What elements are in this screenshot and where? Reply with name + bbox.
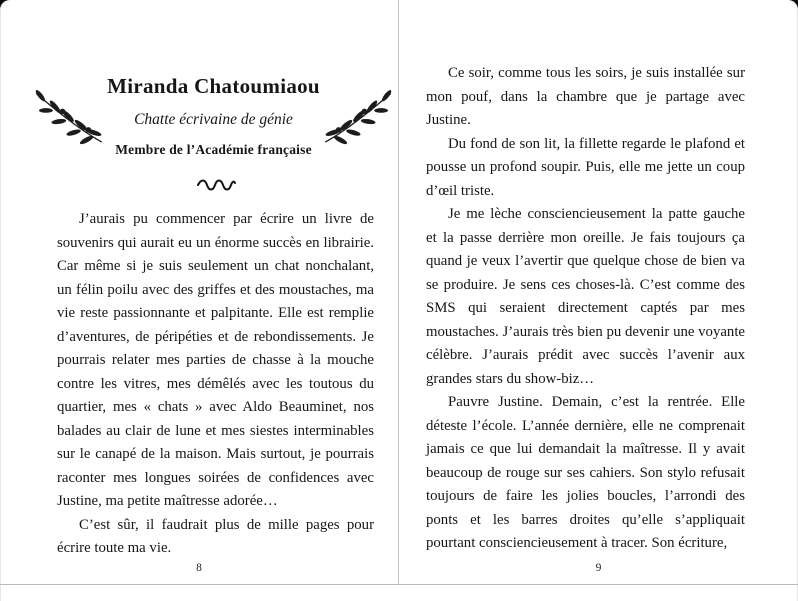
page-number-right: 9 bbox=[595, 562, 602, 574]
book-subtitle: Chatte écrivaine de génie bbox=[134, 111, 293, 128]
olive-branch-left-icon bbox=[33, 85, 105, 147]
paragraph: J’aurais pu commencer par écrire un livre de souvenirs qui aurait eu un énorme succès en librairie. Car même si je suis seulement un chat nonchalant, un félin poilu avec des griffes et des moustaches, ma vie reste passionnante et palpitante. Elle est remplie d’aventures, de péripéties et de rebondissements. Je pourrais relater mes parties de chasse à la mouche contre les vitres, mes démêlés avec les toutous du quartier, mes « chats » avec Aldo Beauminet, nos balades au clair de lune et mes siestes interminables sur le canapé de la maison. Mais surtout, je pourrais raconter mes longues soirées de confidences avec Justine, ma petite maîtresse adorée… bbox=[57, 211, 374, 509]
page-number-left: 8 bbox=[196, 562, 202, 574]
squiggle-divider-icon bbox=[57, 178, 374, 192]
olive-branch-right-icon bbox=[322, 85, 394, 147]
left-page-text bbox=[57, 208, 374, 561]
chapter-header-text bbox=[107, 74, 320, 158]
paragraph: Du fond de son lit, la fillette regarde le plafond et pousse un profond soupir. Puis, elle me jette un coup d’œil triste. bbox=[426, 135, 745, 199]
right-page-text bbox=[426, 0, 745, 556]
paragraph: Je me lèche consciencieusement la patte gauche et la passe derrière mon oreille. Je fais toujours ça quand je veux l’avertir que quelque chose de bien va se produire. Je sens ces choses-là. C’est comme des SMS qui seraient directement captés par mes moustaches. J’aurais très bien pu devenir une voyante célèbre. J’aurais prédit avec succès l’avenir aux grandes stars du show-biz… bbox=[426, 206, 745, 387]
book-title: Miranda Chatoumiaou bbox=[107, 74, 320, 98]
chapter-header bbox=[37, 74, 390, 158]
paragraph: C’est sûr, il faudrait plus de mille pages pour écrire toute ma vie. bbox=[57, 516, 374, 556]
page-left bbox=[0, 0, 399, 584]
bottom-rule bbox=[0, 584, 798, 585]
page-right bbox=[399, 0, 798, 584]
paragraph: Ce soir, comme tous les soirs, je suis installée sur mon pouf, dans la chambre que je partage avec Justine. bbox=[426, 65, 745, 128]
book-affiliation: Membre de l’Académie française bbox=[115, 142, 312, 157]
paragraph: Pauvre Justine. Demain, c’est la rentrée. Elle déteste l’école. L’année dernière, elle ne comprenait jamais ce que lui demandait la maîtresse. Il y avait beaucoup de rouge sur ses cahiers. Son stylo refusait toujours de faire les jolies boucles, l’arrondi des ponts et les barres droites qu’elle s’appliquait pourtant consciencieusement à tracer. Son écriture, bbox=[426, 394, 745, 551]
